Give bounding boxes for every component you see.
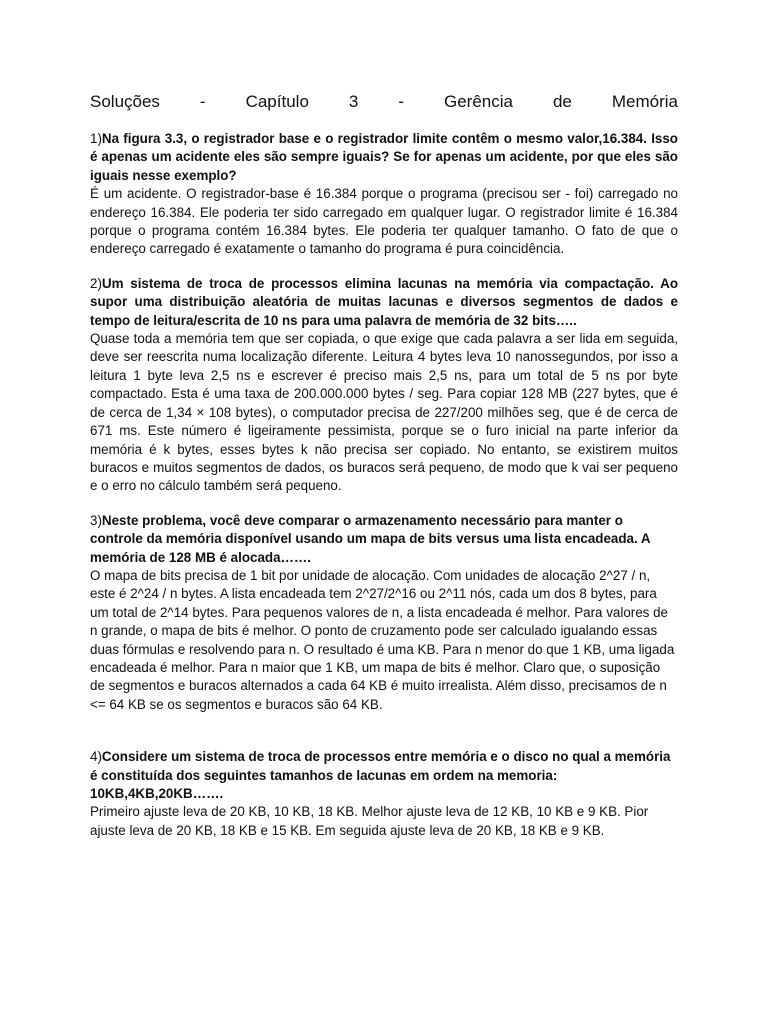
question-number: 1) — [90, 131, 102, 146]
question-3 — [90, 512, 678, 567]
question-text: Considere um sistema de troca de processos entre memória e o disco no qual a memória é constituída dos seguintes tamanhos de lacunas em ordem na memoria: 10KB,4KB,20KB……. — [90, 749, 671, 801]
question-text: Na figura 3.3, o registrador base e o registrador limite contêm o mesmo valor,16.384. Isso é apenas um acidente eles são sempre iguais? Se for apenas um acidente, por que eles são iguais nesse exemplo? — [90, 131, 678, 183]
section-2 — [90, 275, 678, 496]
question-number: 4) — [90, 749, 102, 765]
question-text: Um sistema de troca de processos elimina lacunas na memória via compactação. Ao supor uma distribuição aleatória de muitas lacunas e diversos segmentos de dados e tempo de leitura/escrita de 10 ns para uma palavra de memória de 32 bits….. — [90, 275, 678, 328]
title-word: Gerência — [444, 92, 513, 111]
answer-2: Quase toda a memória tem que ser copiada, o que exige que cada palavra a ser lida em seguida, deve ser reescrita numa localização diferente. Leitura 4 bytes leva 10 nanossegundos, por isso a leitura 1 byte leva 2,5 ns e escrever é preciso mais 2,5 ns, para um total de 5 ns por byte compactado. Esta é uma taxa de 200.000.000 bytes / seg. Para copiar 128 MB (227 bytes, que é de cerca de 1,34 × 108 bytes), o computador precisa de 227/200 milhões seg, que é de cerca de 671 ms. Este número é ligeiramente pessimista, porque se o furo inicial na parte inferior da memória é k bytes, esses bytes k não precisa ser copiado. No entanto, se existirem muitos buracos e muitos segmentos de dados, os buracos será pequeno, de modo que k vai ser pequeno e o erro no cálculo também será pequeno. — [90, 331, 678, 494]
title-word: Soluções — [90, 92, 160, 111]
title-word: Memória — [611, 92, 678, 111]
question-text: Neste problema, você deve comparar o armazenamento necessário para manter o controle da memória disponível usando um mapa de bits versus uma lista encadeada. A memória de 128 MB é alocada……. — [90, 512, 651, 565]
question-4 — [90, 748, 678, 803]
title-word: de — [552, 92, 572, 111]
section-3 — [90, 512, 678, 714]
section-1 — [90, 130, 678, 259]
document-page — [90, 90, 678, 856]
answer-4: Primeiro ajuste leva de 20 KB, 10 KB, 18 KB. Melhor ajuste leva de 12 KB, 10 KB e 9 KB. Pior ajuste leva de 20 KB, 18 KB e 15 KB. Em seguida ajuste leva de 20 KB, 18 KB e 9 KB. — [90, 804, 649, 838]
question-1 — [90, 130, 678, 185]
title-word: - — [398, 92, 405, 111]
question-number: 3) — [90, 512, 102, 528]
title-word: 3 — [348, 92, 359, 111]
question-number: 2) — [90, 275, 102, 291]
title-word: - — [199, 92, 206, 111]
section-4 — [90, 748, 678, 840]
answer-3: O mapa de bits precisa de 1 bit por unidade de alocação. Com unidades de alocação 2^27 / n, este é 2^24 / n bytes. A lista encadeada tem 2^27/2^16 ou 2^11 nós, cada um dos 8 bytes, para um total de 2^14 bytes. Para pequenos valores de n, a lista encadeada é melhor. Para valores de n grande, o mapa de bits é melhor. O ponto de cruzamento pode ser calculado igualando essas duas fórmulas e resolvendo para n. O resultado é uma KB. Para n menor do que 1 KB, uma ligada encadeada é melhor. Para n maior que 1 KB, um mapa de bits é melhor. Claro que, o suposição de segmentos e buracos alternados a cada 64 KB é muito irrealista. Além disso, precisamos de n <= 64 KB se os segmentos e buracos são 64 KB. — [90, 567, 675, 712]
document-title — [90, 90, 678, 114]
title-word: Capítulo — [245, 92, 309, 111]
answer-1: É um acidente. O registrador-base é 16.384 porque o programa (precisou ser - foi) carregado no endereço 16.384. Ele poderia ter sido carregado em qualquer lugar. O registrador limite é 16.384 porque o programa contém 16.384 bytes. Ele poderia ter qualquer tamanho. O fato de que o endereço carregado é exatamente o tamanho do programa é pura coincidência. — [90, 186, 678, 257]
question-2 — [90, 275, 678, 330]
